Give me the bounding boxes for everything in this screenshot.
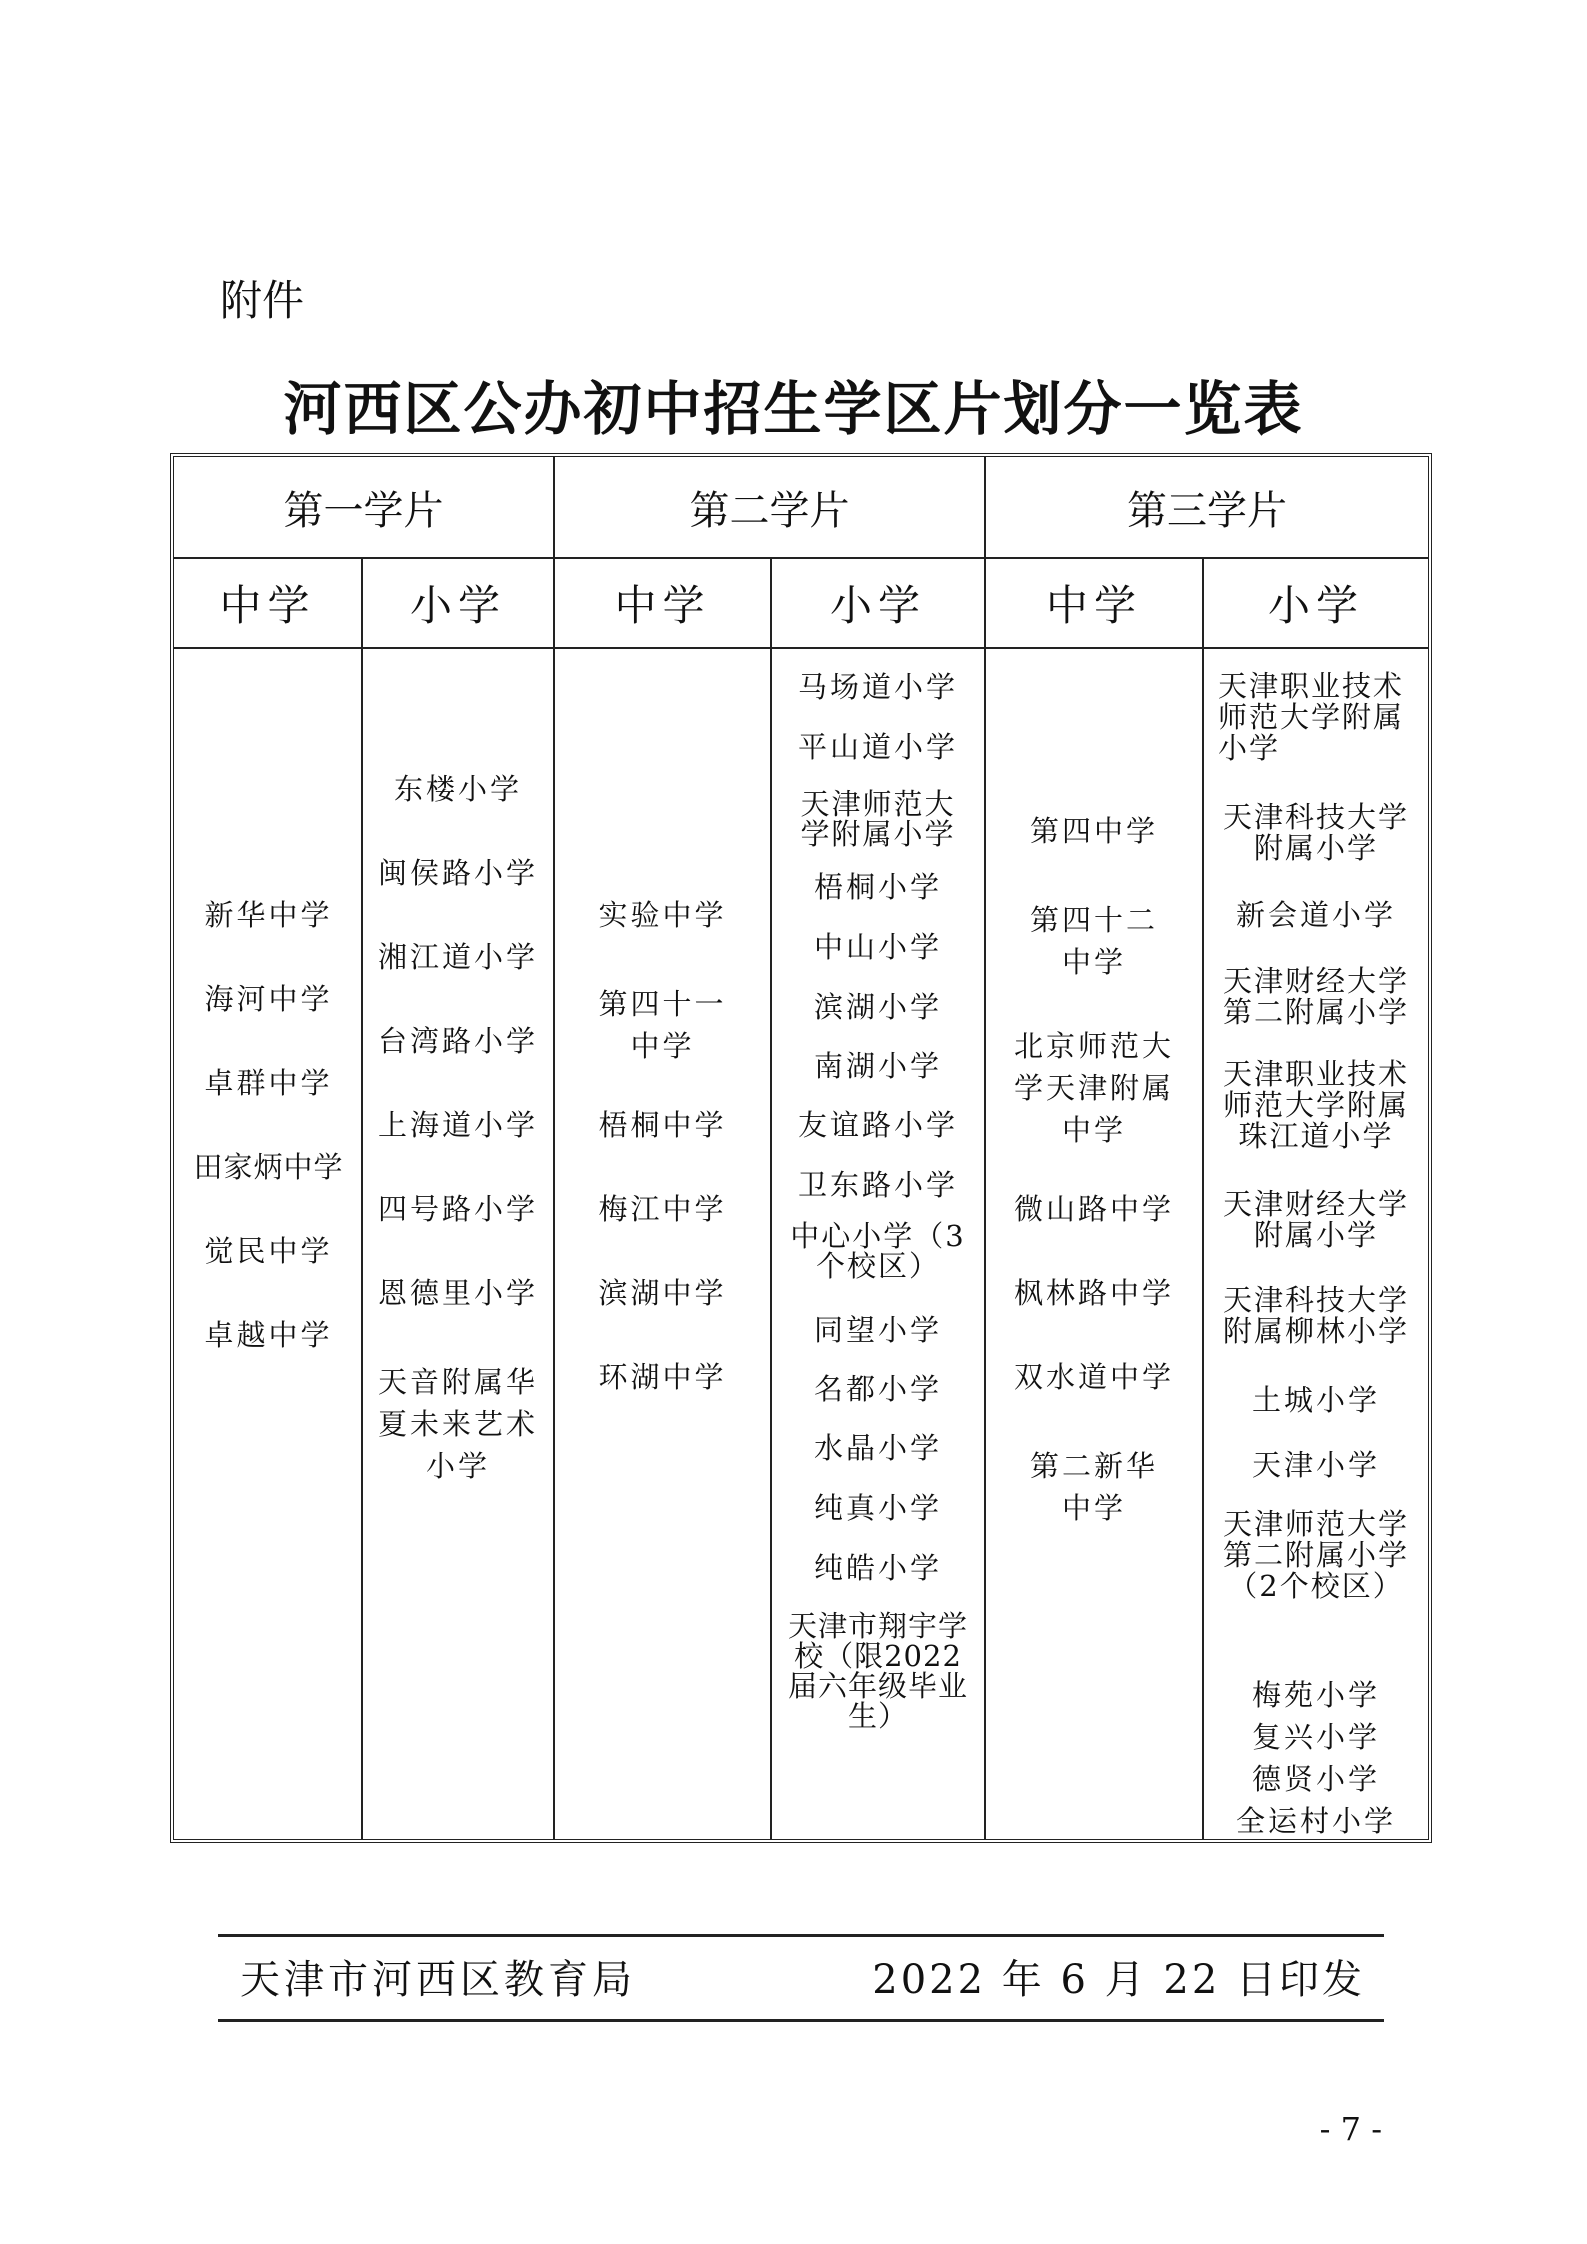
district-3-header: 第三学片 (1127, 487, 1287, 534)
page-number: - 7 - (1319, 2110, 1382, 2148)
school-item: 滨湖小学 (813, 990, 942, 1024)
school-item: 名都小学 (813, 1372, 942, 1406)
attachment-label: 附件 (220, 276, 305, 325)
school-item: 平山道小学 (797, 730, 958, 764)
d1-primary-header: 小学 (409, 581, 506, 630)
school-item: 新会道小学 (1235, 898, 1396, 932)
school-item: 闽侯路小学 (377, 856, 538, 890)
school-item: 东楼小学 (393, 772, 522, 806)
d2-primary-list (772, 649, 984, 1839)
school-item: 微山路中学 (1013, 1192, 1174, 1226)
school-item: 梅苑小学 (1251, 1678, 1380, 1712)
school-item: 纯真小学 (813, 1491, 942, 1525)
d3-primary-list (1204, 649, 1428, 1839)
school-item: 卓越中学 (204, 1318, 333, 1352)
school-item: 实验中学 (598, 898, 727, 932)
d2-primary-header: 小学 (829, 581, 926, 630)
page-title: 河西区公办初中招生学区片划分一览表 (283, 375, 1304, 443)
school-item: 南湖小学 (813, 1049, 942, 1083)
school-item: 中心小学（3个校区） (790, 1219, 966, 1283)
school-item: 北京师范大学天津附属中学 (1013, 1029, 1174, 1147)
school-item: 田家炳中学 (193, 1150, 344, 1184)
school-item: 友谊路小学 (797, 1108, 958, 1142)
school-item: 天津科技大学附属小学 (1222, 800, 1409, 865)
school-item: 卓群中学 (204, 1066, 333, 1100)
d3-middle-header: 中学 (1045, 581, 1142, 630)
school-item: 第四中学 (1029, 814, 1158, 848)
school-item: 环湖中学 (598, 1360, 727, 1394)
school-item: 枫林路中学 (1013, 1276, 1174, 1310)
school-item: 第四十二中学 (1029, 903, 1158, 979)
school-item: 土城小学 (1251, 1383, 1380, 1417)
school-item: 卫东路小学 (797, 1168, 958, 1202)
district-table (170, 453, 1432, 1843)
school-item: 四号路小学 (377, 1192, 538, 1226)
school-item: 天津市翔宇学校（限2022届六年级毕业生） (788, 1609, 969, 1733)
d3-primary-header: 小学 (1267, 581, 1364, 630)
d1-middle-list (176, 649, 361, 1839)
school-item: 梅江中学 (598, 1192, 727, 1226)
d1-middle-header: 中学 (219, 581, 316, 630)
issuer: 天津市河西区教育局 (240, 1957, 636, 2003)
school-item: 天津职业技术师范大学附属小学 (1218, 669, 1405, 765)
school-item: 海河中学 (204, 982, 333, 1016)
d3-middle-list (986, 649, 1202, 1839)
d2-middle-list (555, 649, 770, 1839)
school-item: 德贤小学 (1251, 1762, 1380, 1796)
district-1-header: 第一学片 (283, 487, 444, 534)
district-2-header: 第二学片 (689, 487, 850, 534)
school-item: 同望小学 (813, 1313, 942, 1347)
school-item: 台湾路小学 (377, 1024, 538, 1058)
school-item: 梧桐中学 (598, 1108, 727, 1142)
issue-date: 2022 年 6 月 22 日印发 (872, 1957, 1365, 2003)
school-item: 天音附属华夏未来艺术小学 (377, 1365, 538, 1483)
school-item: 纯皓小学 (813, 1551, 942, 1585)
d2-middle-header: 中学 (614, 581, 711, 630)
school-item: 天津师范大学第二附属小学（2个校区） (1222, 1507, 1409, 1603)
school-item: 新华中学 (204, 898, 333, 932)
school-item: 觉民中学 (204, 1234, 333, 1268)
school-item: 第二新华中学 (1029, 1449, 1158, 1525)
school-item: 中山小学 (813, 930, 942, 964)
school-item: 恩德里小学 (377, 1276, 538, 1310)
school-item: 水晶小学 (813, 1431, 942, 1465)
footer-top-rule (218, 1934, 1384, 1937)
school-item: 天津小学 (1251, 1448, 1380, 1482)
d1-primary-list (363, 649, 553, 1839)
school-item: 上海道小学 (377, 1108, 538, 1142)
school-item: 天津财经大学附属小学 (1222, 1187, 1409, 1252)
school-item: 双水道中学 (1013, 1360, 1174, 1394)
school-item: 天津师范大学附属小学 (800, 787, 956, 851)
school-item: 滨湖中学 (598, 1276, 727, 1310)
school-item: 湘江道小学 (377, 940, 538, 974)
school-item: 天津职业技术师范大学附属珠江道小学 (1222, 1057, 1409, 1153)
school-item: 天津科技大学附属柳林小学 (1222, 1283, 1409, 1348)
school-item: 梧桐小学 (813, 870, 942, 904)
school-item: 马场道小学 (797, 670, 958, 704)
footer-bottom-rule (218, 2019, 1384, 2022)
school-item: 天津财经大学第二附属小学 (1222, 964, 1409, 1029)
school-item: 第四十一中学 (598, 987, 727, 1063)
school-item: 全运村小学 (1235, 1804, 1396, 1838)
school-item: 复兴小学 (1251, 1720, 1380, 1754)
